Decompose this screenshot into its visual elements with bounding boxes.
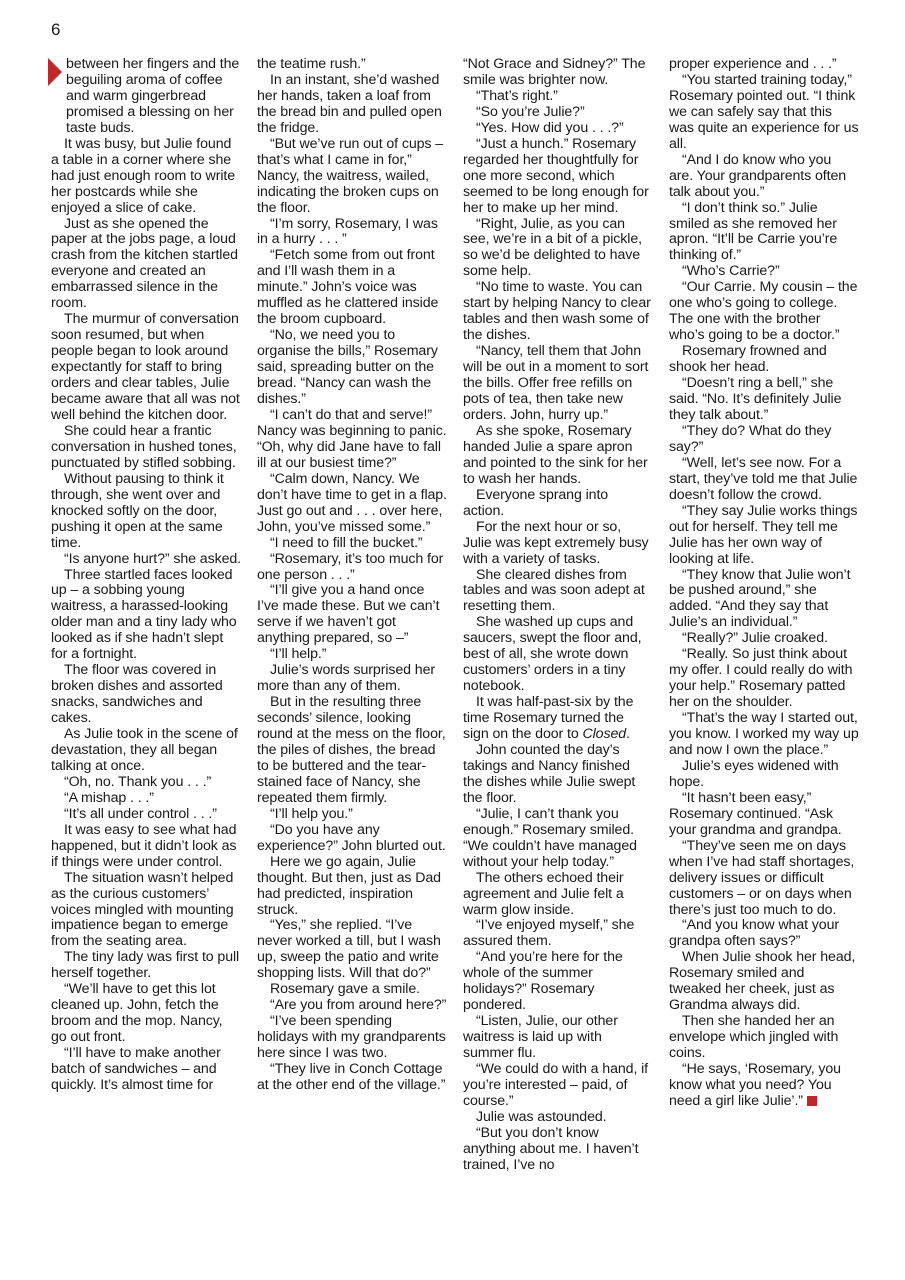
paragraph: “And you know what your grandpa often says?” (669, 917, 839, 950)
paragraph: “Oh, no. Thank you . . .” (64, 773, 212, 790)
paragraph: Rosemary gave a smile. (270, 981, 420, 998)
paragraph: The murmur of conversation soon resumed, but when people began to look around expectantly for staff to bring orders and clear tables, Julie became aware that all was not well behind the kitchen door. (51, 311, 240, 423)
text-column-3 (463, 57, 653, 1174)
paragraph: Julie’s words surprised her more than any of them. (257, 662, 435, 695)
paragraph: “Julie, I can’t thank you enough.” Rosemary smiled. “We couldn’t have managed without your help today.” (463, 805, 637, 870)
paragraph: “We could do with a hand, if you’re interested – paid, of course.” (463, 1061, 649, 1109)
text-column-2 (257, 57, 447, 1094)
paragraph: “Well, let’s see now. For a start, they’ve told me that Julie doesn’t follow the crowd. (669, 454, 858, 503)
paragraph: Then she handed her an envelope which jingled with coins. (669, 1013, 839, 1062)
paragraph: “But we’ve run out of cups – that’s what I came in for,” Nancy, the waitress, wailed, indicating the broken cups on the floor. (257, 135, 444, 216)
paragraph: “I can’t do that and serve!” Nancy was beginning to panic. “Oh, why did Jane have to fall ill at our busiest time?” (257, 406, 447, 471)
paragraph: “Doesn’t ring a bell,” she said. “No. It’s definitely Julie they talk about.” (669, 375, 842, 423)
paragraph: “Not Grace and Sidney?” The smile was brighter now. (463, 56, 646, 88)
paragraph: “I’ll have to make another batch of sandwiches – and quickly. It’s almost time for (51, 1045, 221, 1093)
paragraph: But in the resulting three seconds’ silence, looking round at the mess on the floor, the piles of dishes, the bread to be buttered and the tear-stained face of Nancy, she repeated them firmly. (257, 694, 446, 806)
paragraph: “A mishap . . .” (64, 789, 154, 806)
paragraph: “I’ve enjoyed myself,” she assured them. (463, 917, 635, 950)
paragraph: “So you’re Julie?” (476, 103, 585, 120)
paragraph: “And I do know who you are. Your grandparents often talk about you.” (669, 151, 847, 200)
paragraph: Without pausing to think it through, she went over and knocked softly on the door, pushing it open at the same time. (51, 470, 224, 551)
paragraph: In an instant, she’d washed her hands, taken a loaf from the bread bin and pulled open the fridge. (257, 71, 442, 136)
paragraph: It was half-past-six by the time Rosemary turned the sign on the door to Closed. (463, 694, 634, 743)
paragraph: Here we go again, Julie thought. But then, just as Dad had predicted, inspiration struck. (257, 853, 441, 918)
paragraph: For the next hour or so, Julie was kept extremely busy with a variety of tasks. (463, 518, 649, 567)
paragraph: “I’ve been spending holidays with my grandparents here since I was two. (257, 1013, 446, 1062)
paragraph: The others echoed their agreement and Julie felt a warm glow inside. (463, 869, 624, 918)
paragraph: She could hear a frantic conversation in hushed tones, punctuated by stifled sobbing. (51, 422, 237, 471)
paragraph: “We’ll have to get this lot cleaned up. John, fetch the broom and the mop. Nancy, go out front. (51, 981, 223, 1046)
paragraph: “Do you have any experience?” John blurted out. (257, 821, 446, 854)
story-start-marker (48, 58, 62, 86)
paragraph: “Fetch some from out front and I’ll wash them in a minute.” John’s voice was muffled as he clattered inside the broom cupboard. (257, 247, 439, 328)
paragraph: “You started training today,” Rosemary pointed out. “I think we can safely say that this was quite an experience for us all. (669, 71, 859, 152)
paragraph: “I need to fill the bucket.” (270, 534, 423, 551)
paragraph: “Rosemary, it’s too much for one person . . .” (257, 550, 444, 583)
paragraph: “Just a hunch.” Rosemary regarded her thoughtfully for one more second, which seemed to be long enough for her to make up her mind. (463, 135, 649, 216)
text-column-4 (669, 57, 859, 1110)
paragraph: The situation wasn’t helped as the curious customers’ voices mingled with mounting impatience began to emerge from the seating area. (51, 869, 234, 950)
paragraph: It was busy, but Julie found a table in a corner where she had just enough room to write her postcards while she enjoyed a slice of cake. (51, 135, 236, 216)
closed-sign-word: Closed (582, 726, 627, 743)
text-column-1 (51, 57, 241, 1094)
paragraph: the teatime rush.” (257, 56, 366, 72)
paragraph: The tiny lady was first to pull herself together. (51, 949, 240, 982)
paragraph: Julie was astounded. (476, 1108, 607, 1125)
paragraph: “They’ve seen me on days when I’ve had staff shortages, delivery issues or difficult customers – or on days when there’s just too much to do. (669, 837, 855, 918)
paragraph: As Julie took in the scene of devastation, they all began talking at once. (51, 726, 238, 774)
article-body (0, 57, 905, 1257)
paragraph: When Julie shook her head, Rosemary smiled and tweaked her cheek, just as Grandma always did. (669, 949, 856, 1014)
paragraph: “They say Julie works things out for herself. They tell me Julie has her own way of looking at life. (669, 502, 858, 567)
paragraph: “No, we need you to organise the bills,” Rosemary said, spreading butter on the bread. “Nancy can wash the dishes.” (257, 327, 438, 408)
paragraph: “No time to waste. You can start by helping Nancy to clear tables and then wash some of the dishes. (463, 279, 651, 344)
paragraph: “Are you from around here?” (270, 997, 447, 1014)
paragraph: “They do? What do they say?” (669, 422, 832, 455)
paragraph: “I don’t think so.” Julie smiled as she removed her apron. “It’ll be Carrie you’re thinking of.” (669, 199, 838, 264)
paragraph: As she spoke, Rosemary handed Julie a spare apron and pointed to the sink for her to wash her hands. (463, 422, 648, 487)
paragraph: John counted the day’s takings and Nancy finished the dishes while Julie swept the floor. (463, 741, 636, 806)
paragraph: “Calm down, Nancy. We don’t have time to get in a flap. Just go out and . . . over here, John, you’ve missed some.” (257, 470, 447, 535)
paragraph: “Really. So just think about my offer. I could really do with your help.” Rosemary patted her on the shoulder. (669, 646, 853, 711)
paragraph: “Is anyone hurt?” she asked. (64, 550, 242, 567)
paragraph: “I’ll help.” (270, 646, 327, 663)
paragraph: “That’s the way I started out, you know. I worked my way up and now I own the place.” (669, 710, 859, 758)
paragraph: “I’ll help you.” (270, 805, 353, 822)
paragraph: “Right, Julie, as you can see, we’re in a bit of a pickle, so we’d be delighted to have some help. (463, 215, 642, 280)
paragraph: The floor was covered in broken dishes and assorted snacks, sandwiches and cakes. (51, 662, 223, 727)
paragraph: “Listen, Julie, our other waitress is laid up with summer flu. (463, 1013, 618, 1062)
paragraph: “I’m sorry, Rosemary, I was in a hurry . . . ” (257, 215, 438, 248)
paragraph: “I’ll give you a hand once I’ve made these. But we can’t serve if we haven’t got anything prepared, so –” (257, 582, 440, 647)
paragraph: proper experience and . . .” (669, 56, 837, 72)
paragraph: “But you don’t know anything about me. I haven’t trained, I’ve no (463, 1124, 639, 1173)
paragraph: “He says, ‘Rosemary, you know what you need? You need a girl like Julie’.” (669, 1061, 841, 1109)
paragraph: “They know that Julie won’t be pushed around,” she added. “And they say that Julie’s an individual.” (669, 566, 851, 631)
paragraph: “They live in Conch Cottage at the other end of the village.” (257, 1061, 446, 1093)
paragraph: Rosemary frowned and shook her head. (669, 343, 827, 376)
paragraph: She cleared dishes from tables and was soon adept at resetting them. (463, 566, 645, 615)
paragraph: “Who’s Carrie?” (682, 263, 780, 280)
paragraph: Julie’s eyes widened with hope. (669, 757, 839, 790)
paragraph: It was easy to see what had happened, but it didn’t look as if things were under control. (51, 821, 237, 870)
paragraph: “It hasn’t been easy,” Rosemary continued. “Ask your grandma and grandpa. (669, 789, 842, 838)
paragraph: Everyone sprang into action. (463, 486, 609, 519)
paragraph: “Really?” Julie croaked. (682, 630, 828, 647)
paragraph: Just as she opened the paper at the jobs page, a loud crash from the kitchen startled everyone and created an embarrassed silence in the room. (51, 215, 238, 312)
paragraph: “Our Carrie. My cousin – the one who’s going to college. The one with the brother who’s going to be a doctor.” (669, 279, 858, 344)
paragraph: “It’s all under control . . .” (64, 805, 217, 822)
paragraph: “And you’re here for the whole of the summer holidays?” Rosemary pondered. (463, 949, 623, 1014)
paragraph: “Nancy, tell them that John will be out in a moment to sort the bills. Offer free refills on pots of tea, then take new orders. John, hurry up.” (463, 343, 649, 423)
story-end-marker (807, 1096, 817, 1106)
paragraph: “Yes,” she replied. “I’ve never worked a till, but I wash up, sweep the patio and write shopping lists. Will that do?” (257, 917, 441, 982)
paragraph: “That’s right.” (476, 87, 558, 104)
paragraph: Three startled faces looked up – a sobbing young waitress, a harassed-looking older man and a tiny lady who looked as if she hadn’t slept for a fortnight. (51, 566, 237, 663)
paragraph: She washed up cups and saucers, swept the floor and, best of all, she wrote down customers’ orders in a tiny notebook. (463, 614, 642, 695)
page-number: 6 (51, 20, 61, 39)
paragraph: between her fingers and the beguiling aroma of coffee and warm gingerbread promised a blessing on her taste buds. (66, 56, 240, 136)
paragraph: “Yes. How did you . . .?” (476, 119, 624, 136)
